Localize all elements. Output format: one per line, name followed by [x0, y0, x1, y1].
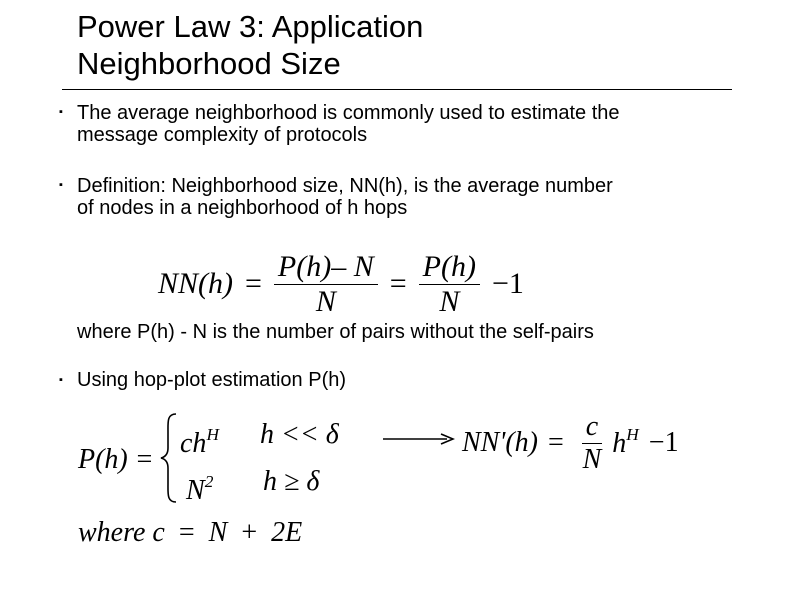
- bullet-text-3: Using hop-plot estimation P(h): [77, 369, 347, 391]
- eq2-case2-condition: h ≥ δ: [263, 466, 320, 497]
- eq1-equals-2: =: [389, 267, 407, 300]
- eq3-term-base: h: [612, 428, 627, 460]
- eq3-denominator: N: [582, 443, 602, 475]
- eq2-case-2: [186, 465, 213, 508]
- bullet-text-1: [77, 102, 620, 146]
- eq2-case2-expr: N: [186, 475, 205, 507]
- eq3-fraction: [582, 411, 602, 476]
- eq3-lhs: NN'(h): [462, 427, 538, 458]
- eq1-fraction-1: [274, 250, 378, 319]
- equation-neighborhood-size: [158, 240, 524, 328]
- eq4-n: N: [208, 517, 228, 548]
- eq3-term: [612, 425, 639, 460]
- eq4-plus: +: [241, 517, 258, 548]
- title-line-1: Power Law 3: Application: [77, 9, 424, 44]
- eq1-frac2-numerator: P(h): [419, 250, 480, 285]
- bullet-2-line-1: Definition: Neighborhood size, NN(h), is the average number: [77, 175, 613, 197]
- eq2-case1-exponent: H: [206, 425, 219, 444]
- eq4-where-c: where c: [78, 517, 165, 548]
- eq2-case-1: [180, 418, 219, 461]
- eq1-fraction-2: [419, 250, 480, 319]
- bullet-marker-3: ▪: [59, 374, 63, 386]
- eq3-term-exponent: H: [626, 425, 639, 445]
- eq2-case2-exponent: 2: [204, 472, 214, 491]
- eq4-2e: 2E: [271, 517, 303, 548]
- eq3-equals: =: [548, 427, 564, 458]
- equation-nn-prime: [462, 410, 679, 476]
- eq4-equals: =: [178, 517, 195, 548]
- eq3-numerator: c: [582, 411, 602, 444]
- eq1-lhs: NN(h): [158, 267, 233, 300]
- eq2-lhs: P(h) =: [78, 444, 154, 475]
- eq1-frac1-denominator: N: [315, 284, 336, 318]
- bullet-text-2: [77, 175, 613, 219]
- eq1-minus-one: −1: [491, 267, 524, 300]
- eq1-frac1-numerator: P(h)– N: [274, 250, 378, 285]
- bullet-1-line-1: The average neighborhood is commonly used to estimate the: [77, 102, 620, 124]
- title-line-2: Neighborhood Size: [77, 46, 341, 81]
- eq2-case1-expr: ch: [180, 428, 207, 460]
- eq1-equals-1: =: [245, 267, 262, 300]
- eq3-minus-one: −1: [648, 427, 679, 458]
- eq2-case1-condition: h << δ: [260, 419, 339, 450]
- title-divider: [62, 89, 732, 90]
- left-brace-icon: [158, 412, 180, 504]
- bullet-marker-1: ▪: [59, 106, 63, 118]
- self-pairs-note: where P(h) - N is the number of pairs without the self-pairs: [77, 321, 594, 343]
- eq1-frac2-denominator: N: [439, 284, 460, 318]
- bullet-1-line-2: message complexity of protocols: [77, 124, 368, 146]
- right-arrow-icon: [383, 432, 455, 446]
- slide-title: [77, 8, 423, 82]
- equation-c-definition: [78, 516, 302, 550]
- bullet-marker-2: ▪: [59, 179, 63, 191]
- bullet-2-line-2: of nodes in a neighborhood of h hops: [77, 197, 408, 219]
